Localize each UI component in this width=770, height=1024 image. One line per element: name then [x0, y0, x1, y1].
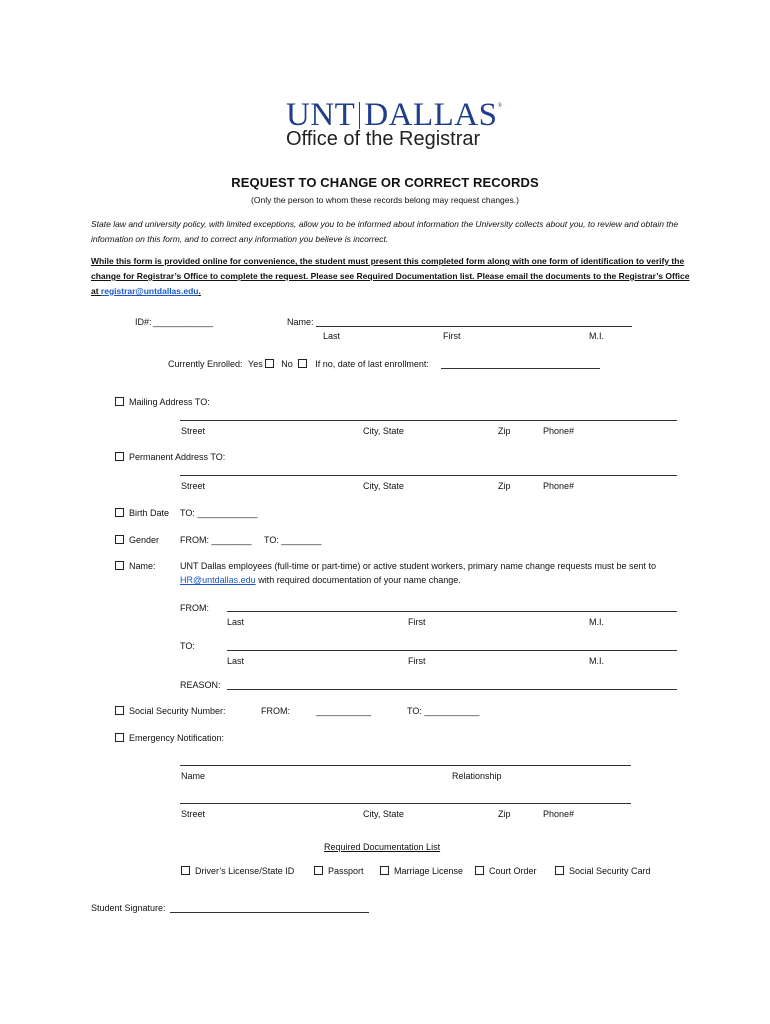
- ssn-from-label: FROM:: [261, 706, 290, 716]
- name-change-checkbox[interactable]: [115, 561, 124, 570]
- emergency-checkbox[interactable]: [115, 733, 124, 742]
- name-change-note-line2: [180, 575, 461, 586]
- name-from-mi-caption: M.I.: [589, 617, 604, 627]
- last-enrollment-label: If no, date of last enrollment:: [315, 359, 429, 369]
- gender-from-field[interactable]: FROM: ________: [180, 535, 252, 545]
- enrolled-yes-label: Yes: [248, 359, 263, 369]
- name-change-note-line1: UNT Dallas employees (full-time or part-time) or active student workers, primary name change requests must be sent to: [180, 561, 657, 571]
- enrolled-label: Currently Enrolled:: [168, 359, 243, 369]
- doc-item-passport: [314, 866, 364, 877]
- mailing-phone-caption: Phone#: [543, 426, 575, 436]
- gender-checkbox[interactable]: [115, 535, 124, 544]
- notice-text: While this form is provided online for convenience, the student must present this completed form along with one form of identification to verify the change for Registrar’s Office to complete the request. Please see Required Documentation list. Please email the documents to the Registrar’s Office at: [91, 256, 690, 296]
- doc-ssc-checkbox[interactable]: [555, 866, 564, 875]
- emergency-address-line[interactable]: [180, 803, 631, 804]
- last-enrollment-line[interactable]: [441, 368, 600, 369]
- enrolled-no-checkbox[interactable]: [298, 359, 307, 368]
- permanent-label: Permanent Address TO:: [129, 452, 226, 462]
- form-subtitle: (Only the person to whom these records belong may request changes.): [251, 195, 519, 205]
- enrolled-yes-checkbox[interactable]: [265, 359, 274, 368]
- permanent-phone-caption: Phone#: [543, 481, 575, 491]
- logo-divider: [359, 102, 360, 129]
- birth-label: Birth Date: [129, 508, 170, 518]
- logo-trademark: ®: [497, 103, 503, 109]
- name-to-label: TO:: [180, 641, 195, 651]
- enrolled-no-label: No: [281, 359, 293, 369]
- doc-license-label: Driver’s License/State ID: [195, 866, 295, 876]
- logo-subtitle: Office of the Registrar: [286, 128, 481, 150]
- name-from-label: FROM:: [180, 603, 209, 613]
- emergency-row: [115, 733, 224, 744]
- emergency-phone-caption: Phone#: [543, 809, 575, 819]
- birth-checkbox[interactable]: [115, 508, 124, 517]
- notice-end: .: [198, 286, 201, 296]
- mailing-label: Mailing Address TO:: [129, 397, 210, 407]
- permanent-address-line[interactable]: [180, 475, 677, 476]
- emergency-name-caption: Name: [181, 771, 206, 781]
- permanent-street-caption: Street: [181, 481, 206, 491]
- name-change-row: [115, 561, 156, 572]
- notice-paragraph: [91, 254, 691, 299]
- mailing-row: [115, 397, 210, 408]
- logo-unt: UNT: [286, 97, 356, 133]
- name-to-first-caption: First: [408, 656, 426, 666]
- mailing-zip-caption: Zip: [498, 426, 511, 436]
- reason-label: REASON:: [180, 680, 221, 690]
- name-last-caption: Last: [323, 331, 341, 341]
- ssn-row: [115, 706, 226, 717]
- doc-item-ssc: [555, 866, 651, 877]
- permanent-checkbox[interactable]: [115, 452, 124, 461]
- gender-row: [115, 535, 159, 546]
- registrar-email-link[interactable]: registrar@untdallas.edu: [100, 286, 199, 296]
- doc-item-court: [475, 866, 537, 877]
- name-label: Name:: [287, 317, 314, 327]
- birth-to-field[interactable]: TO: ____________: [180, 508, 258, 518]
- doc-court-checkbox[interactable]: [475, 866, 484, 875]
- doc-ssc-label: Social Security Card: [569, 866, 651, 876]
- doc-passport-checkbox[interactable]: [314, 866, 323, 875]
- intro-paragraph: State law and university policy, with limited exceptions, allow you to be informed about information the University collects about you, to review and obtain the information on this form, and to correct any information you believe is incorrect.: [91, 219, 679, 244]
- permanent-city-caption: City, State: [363, 481, 404, 491]
- emergency-label: Emergency Notification:: [129, 733, 225, 743]
- emergency-zip-caption: Zip: [498, 809, 511, 819]
- gender-label: Gender: [129, 535, 160, 545]
- mailing-city-caption: City, State: [363, 426, 404, 436]
- birth-row: [115, 508, 169, 519]
- mailing-address-line[interactable]: [180, 420, 677, 421]
- form-title: REQUEST TO CHANGE OR CORRECT RECORDS: [231, 175, 539, 190]
- name-change-label: Name:: [129, 561, 156, 571]
- doc-item-license: [181, 866, 294, 877]
- name-change-note-end: with required documentation of your name change.: [255, 575, 461, 585]
- ssn-from-line[interactable]: ___________: [316, 706, 372, 716]
- name-to-line[interactable]: [227, 650, 677, 651]
- emergency-city-caption: City, State: [363, 809, 404, 819]
- name-mi-caption: M.I.: [589, 331, 604, 341]
- name-from-first-caption: First: [408, 617, 426, 627]
- hr-email-link[interactable]: HR@untdallas.edu: [180, 575, 256, 585]
- ssn-label: Social Security Number:: [129, 706, 226, 716]
- reason-line[interactable]: [227, 689, 677, 690]
- name-to-last-caption: Last: [227, 656, 245, 666]
- doc-passport-label: Passport: [328, 866, 364, 876]
- gender-to-field[interactable]: TO: ________: [264, 535, 322, 545]
- ssn-to-field[interactable]: TO: ___________: [407, 706, 480, 716]
- permanent-row: [115, 452, 225, 463]
- permanent-zip-caption: Zip: [498, 481, 511, 491]
- doc-license-checkbox[interactable]: [181, 866, 190, 875]
- doc-item-marriage: [380, 866, 463, 877]
- name-field-line[interactable]: [316, 326, 632, 327]
- doc-court-label: Court Order: [489, 866, 537, 876]
- emergency-street-caption: Street: [181, 809, 206, 819]
- mailing-street-caption: Street: [181, 426, 206, 436]
- id-field-line[interactable]: ____________: [153, 317, 214, 327]
- enrolled-row: [168, 359, 429, 370]
- emergency-relationship-caption: Relationship: [452, 771, 502, 781]
- name-first-caption: First: [443, 331, 461, 341]
- name-from-line[interactable]: [227, 611, 677, 612]
- docs-heading: Required Documentation List: [324, 842, 441, 852]
- name-from-last-caption: Last: [227, 617, 245, 627]
- doc-marriage-checkbox[interactable]: [380, 866, 389, 875]
- logo-dallas: DALLAS: [364, 97, 498, 133]
- ssn-checkbox[interactable]: [115, 706, 124, 715]
- emergency-name-line[interactable]: [180, 765, 631, 766]
- signature-label: Student Signature:: [91, 903, 166, 913]
- signature-line[interactable]: [170, 912, 369, 913]
- doc-marriage-label: Marriage License: [394, 866, 464, 876]
- name-to-mi-caption: M.I.: [589, 656, 604, 666]
- mailing-checkbox[interactable]: [115, 397, 124, 406]
- id-label: ID#:: [135, 317, 152, 327]
